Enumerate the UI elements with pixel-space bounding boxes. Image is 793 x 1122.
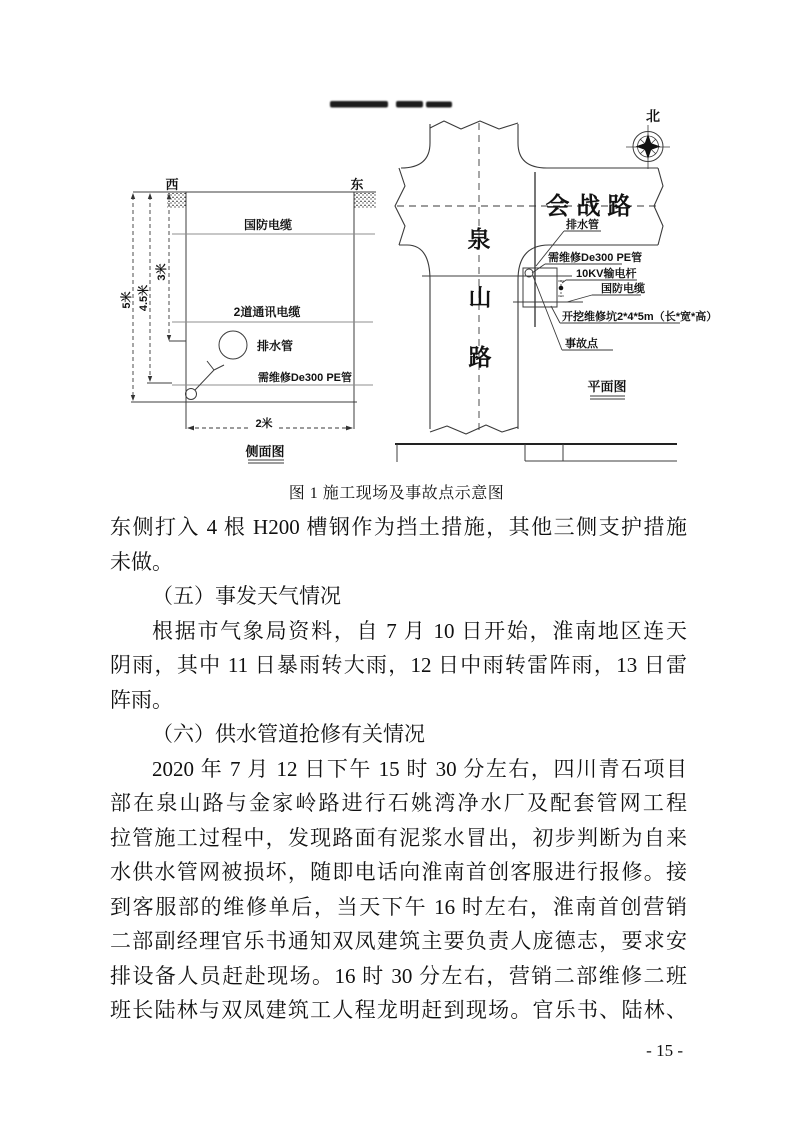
figure-1-diagram: [0, 0, 793, 478]
side-view-title: 侧面图: [245, 444, 285, 459]
north-label: 北: [646, 108, 660, 124]
repair-pit-label: 开挖维修坑2*4*5m（长*宽*高）: [562, 311, 718, 323]
plan-view-title: 平面图: [587, 379, 627, 394]
body-line: 拉管施工过程中，发现路面有泥浆水冒出，初步判断为自来: [110, 825, 687, 850]
body-text: [110, 510, 687, 1028]
accident-point-label: 事故点: [565, 338, 598, 350]
body-line: 阴雨，其中 11 日暴雨转大雨，12 日中雨转雷阵雨，13 日雷: [110, 653, 687, 677]
pe-pipe-label: 需维修De300 PE管: [257, 372, 352, 384]
plan-drain-pipe-label: 排水管: [566, 219, 599, 231]
dim-5m-label: 5米: [121, 291, 133, 309]
telecom-cable-label: 2道通讯电缆: [233, 305, 301, 319]
valve-symbol: [186, 361, 225, 400]
defense-cable-label: 国防电缆: [243, 218, 293, 232]
road-quanshan-char-3: 路: [468, 344, 492, 370]
body-line: 水供水管网被损坏，随即电话向淮南首创客服进行报修。接: [110, 860, 687, 884]
repair-pit-rect: [523, 268, 557, 307]
drain-pipe-circle: [219, 331, 247, 359]
smudged-text: [330, 101, 452, 108]
body-line: 阵雨。: [110, 687, 173, 712]
plan-defense-cable-label: 国防电缆: [601, 283, 645, 295]
body-line: 2020 年 7 月 12 日下午 15 时 30 分左右，四川青石项目: [152, 756, 687, 781]
body-line: 根据市气象局资料，自 7 月 10 日开始，淮南地区连天: [152, 618, 687, 643]
power-pole-label: 10KV输电杆: [576, 268, 637, 280]
road-quanshan-char-1: 泉: [467, 226, 491, 252]
side-view-east-label: 东: [350, 177, 364, 192]
page-number: - 15 -: [646, 1041, 683, 1060]
section-heading: （五）事发天气情况: [152, 584, 341, 608]
body-line: 未做。: [110, 549, 173, 574]
dim-4-5m-label: 4.5米: [138, 284, 150, 312]
drawing-border-bar: [395, 444, 677, 462]
body-line: 二部副经理官乐书通知双凤建筑主要负责人庞德志，要求安: [110, 929, 687, 953]
side-view-diagram: [119, 177, 376, 463]
plan-pe-pipe-label: 需维修De300 PE管: [548, 252, 643, 264]
body-line: 排设备人员赶赴现场。16 时 30 分左右，营销二部维修二班: [110, 963, 687, 988]
body-line: 东侧打入 4 根 H200 槽钢作为挡土措施，其他三侧支护措施: [110, 515, 687, 539]
body-line: 部在泉山路与金家岭路进行石姚湾净水厂及配套管网工程: [110, 791, 687, 815]
body-line: 到客服部的维修单后，当天下午 16 时左右，淮南首创营销: [110, 894, 687, 919]
plan-view-diagram: [330, 101, 717, 462]
road-quanshan-char-2: 山: [468, 284, 492, 310]
body-line: 班长陆林与双凤建筑工人程龙明赶到现场。官乐书、陆林、: [110, 998, 687, 1022]
dim-3m-label: 3米: [156, 263, 168, 281]
road-huizhan-label: 会战路: [545, 193, 639, 220]
drain-pipe-label: 排水管: [257, 339, 294, 353]
dim-2m-label: 2米: [255, 418, 273, 430]
section-heading: （六）供水管道抢修有关情况: [152, 722, 425, 746]
ground-hatch-right: [354, 193, 376, 208]
ground-hatch-left: [167, 193, 186, 208]
side-view-west-label: 西: [165, 177, 179, 192]
north-compass-icon: [626, 125, 670, 169]
figure-caption: 图 1 施工现场及事故点示意图: [288, 485, 505, 502]
